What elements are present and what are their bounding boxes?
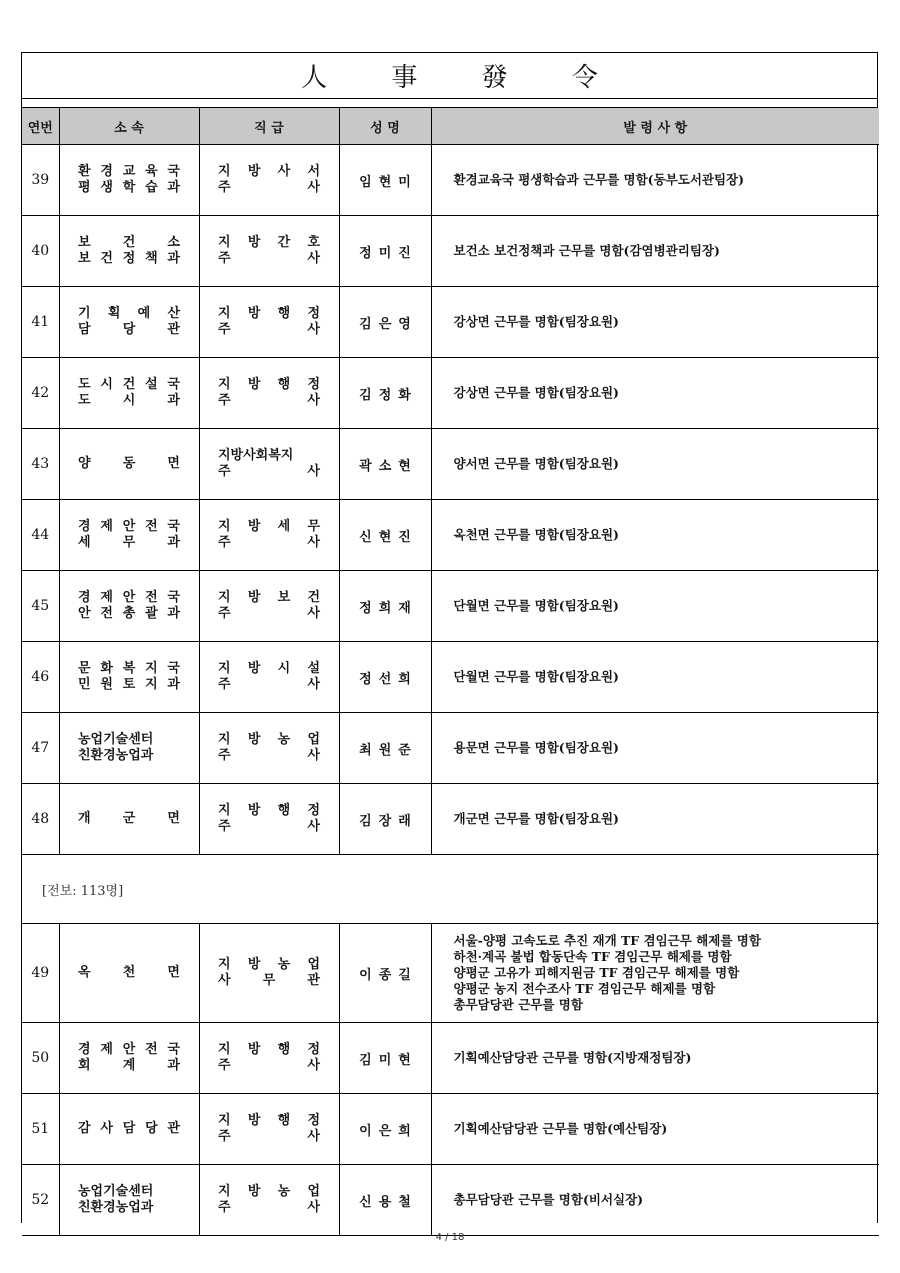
order-line: 강상면 근무를 명함(팀장요원) [453,385,619,400]
rank-lines [218,519,320,551]
row-rank [199,1165,339,1236]
rank-line: 지 방 세 무 [218,519,320,534]
rank-line: 주 사 [218,464,320,479]
table-row [22,571,879,642]
row-rank [199,1094,339,1165]
department-lines [78,1042,180,1074]
rank-line: 주 사 [218,606,320,621]
row-order [431,571,879,642]
rank-lines [218,957,320,989]
row-rank [199,145,339,216]
order-line: 총무담당관 근무를 명함(비서실장) [453,1192,644,1207]
department-line: 농업기술센터 [78,732,154,747]
rank-lines [218,1042,320,1074]
row-department [59,145,199,216]
rank-line: 지 방 농 업 [218,957,320,972]
order-line: 양평군 농지 전수조사 TF 겸임근무 해제를 명함 [453,981,716,996]
row-number: 45 [22,571,59,642]
row-department [59,571,199,642]
row-number: 52 [22,1165,59,1236]
row-name: 신용철 [339,1165,431,1236]
row-name: 정희재 [339,571,431,642]
rank-line: 주 사 [218,322,320,337]
row-name: 김정화 [339,358,431,429]
table-row [22,1165,879,1236]
row-number: 51 [22,1094,59,1165]
row-rank [199,784,339,855]
department-line: 평 생 학 습 과 [78,180,180,195]
rank-line: 주 사 [218,819,320,834]
order-line: 환경교육국 평생학습과 근무를 명함(동부도서관팀장) [453,172,745,187]
department-lines [78,590,180,622]
row-department [59,784,199,855]
department-line: 경 제 안 전 국 [78,519,180,534]
order-line: 개군면 근무를 명함(팀장요원) [453,811,619,826]
row-number: 50 [22,1023,59,1094]
rank-line: 지 방 행 정 [218,1042,320,1057]
table-row [22,429,879,500]
row-order [431,1023,879,1094]
row-order [431,358,879,429]
row-department [59,713,199,784]
row-name: 정선희 [339,642,431,713]
department-lines [78,1121,180,1137]
department-lines [78,164,180,196]
department-line: 친환경농업과 [78,1200,154,1215]
header-rank: 직 급 [199,108,339,145]
row-department [59,1094,199,1165]
order-line: 단월면 근무를 명함(팀장요원) [453,598,619,613]
department-line: 농업기술센터 [78,1184,154,1199]
department-lines [78,456,180,472]
rank-line: 주 사 [218,1200,320,1215]
department-lines [78,306,180,338]
rank-line: 주 사 [218,535,320,550]
rank-line: 지 방 사 서 [218,164,320,179]
order-line: 기획예산담당관 근무를 명함(예산팀장) [453,1121,668,1136]
department-line: 개 군 면 [78,811,180,826]
row-order [431,642,879,713]
rank-lines [218,448,320,480]
department-line: 보 건 정 책 과 [78,251,180,266]
rank-lines [218,1113,320,1145]
rank-lines [218,1184,320,1216]
row-order [431,1165,879,1236]
department-line: 민 원 토 지 과 [78,677,180,692]
header-dept: 소 속 [59,108,199,145]
department-lines [78,377,180,409]
order-line: 총무담당관 근무를 명함 [453,997,583,1012]
row-rank [199,500,339,571]
rank-line: 주 사 [218,1129,320,1144]
row-department [59,642,199,713]
department-line: 도 시 과 [78,393,180,408]
department-line: 감 사 담 당 관 [78,1121,180,1136]
header-order: 발 령 사 항 [431,108,879,145]
page-number: 4 / 18 [435,1232,465,1243]
table-row [22,216,879,287]
department-line: 문 화 복 지 국 [78,661,180,676]
row-rank [199,1023,339,1094]
row-department [59,358,199,429]
row-order [431,713,879,784]
order-line: 옥천면 근무를 명함(팀장요원) [453,527,619,542]
department-line: 회 계 과 [78,1058,180,1073]
table-row [22,1023,879,1094]
department-line: 양 동 면 [78,456,180,471]
row-department [59,1023,199,1094]
row-number: 47 [22,713,59,784]
rank-line: 지 방 행 정 [218,1113,320,1128]
rank-line: 지 방 보 건 [218,590,320,605]
row-order [431,500,879,571]
rank-lines [218,661,320,693]
row-rank [199,429,339,500]
row-order [431,216,879,287]
row-rank [199,924,339,1023]
table-row [22,1094,879,1165]
rank-line: 사 무 관 [218,973,320,988]
row-order [431,429,879,500]
department-lines [78,965,180,981]
row-order [431,784,879,855]
row-rank [199,287,339,358]
row-department [59,429,199,500]
row-order [431,1094,879,1165]
department-lines [78,661,180,693]
row-order [431,287,879,358]
department-line: 옥 천 면 [78,965,180,980]
table-header-row [22,108,879,145]
row-number: 41 [22,287,59,358]
table-row [22,713,879,784]
row-name: 이종길 [339,924,431,1023]
department-lines [78,732,180,764]
row-name: 김미현 [339,1023,431,1094]
department-line: 기 획 예 산 [78,306,180,321]
department-lines [78,1184,180,1216]
rank-line: 주 사 [218,180,320,195]
rank-lines [218,803,320,835]
order-line: 양서면 근무를 명함(팀장요원) [453,456,619,471]
row-department [59,1165,199,1236]
rank-line: 주 사 [218,251,320,266]
row-rank [199,713,339,784]
rank-lines [218,235,320,267]
table-row [22,145,879,216]
table-row [22,500,879,571]
table-row [22,924,879,1023]
rank-line: 주 사 [218,393,320,408]
department-line: 친환경농업과 [78,748,154,763]
row-order [431,924,879,1023]
row-number: 42 [22,358,59,429]
rank-line: 지 방 농 업 [218,1184,320,1199]
department-line: 경 제 안 전 국 [78,590,180,605]
department-line: 보 건 소 [78,235,180,250]
order-line: 하천·계곡 불법 합동단속 TF 겸임근무 해제를 명함 [453,949,732,964]
rank-lines [218,377,320,409]
row-name: 김장래 [339,784,431,855]
row-number: 40 [22,216,59,287]
personnel-order-document [21,52,878,1223]
rank-line: 지 방 행 정 [218,306,320,321]
row-number: 39 [22,145,59,216]
department-lines [78,235,180,267]
rank-line: 지 방 간 호 [218,235,320,250]
table-row [22,287,879,358]
transfer-note-row [22,855,879,924]
rank-lines [218,732,320,764]
rank-line: 지 방 행 정 [218,377,320,392]
order-line: 용문면 근무를 명함(팀장요원) [453,740,619,755]
table-row [22,642,879,713]
table-row [22,358,879,429]
title-divider [22,99,877,108]
row-rank [199,216,339,287]
row-rank [199,571,339,642]
table-row [22,784,879,855]
rank-line: 주 사 [218,748,320,763]
row-number: 44 [22,500,59,571]
order-line: 기획예산담당관 근무를 명함(지방재정팀장) [453,1050,692,1065]
row-department [59,924,199,1023]
row-department [59,287,199,358]
header-name: 성 명 [339,108,431,145]
order-line: 단월면 근무를 명함(팀장요원) [453,669,619,684]
row-number: 46 [22,642,59,713]
rank-line: 지 방 시 설 [218,661,320,676]
department-line: 경 제 안 전 국 [78,1042,180,1057]
row-department [59,500,199,571]
order-line: 양평군 고유가 피해지원금 TF 겸임근무 해제를 명함 [453,965,740,980]
department-line: 세 무 과 [78,535,180,550]
order-line: 강상면 근무를 명함(팀장요원) [453,314,619,329]
rank-line: 지 방 행 정 [218,803,320,818]
row-name: 임현미 [339,145,431,216]
rank-lines [218,306,320,338]
order-line: 서울-양평 고속도로 추진 재개 TF 겸임근무 해제를 명함 [453,933,761,948]
row-number: 43 [22,429,59,500]
row-name: 곽소현 [339,429,431,500]
row-rank [199,358,339,429]
rank-line: 주 사 [218,677,320,692]
department-line: 환 경 교 육 국 [78,164,180,179]
row-number: 49 [22,924,59,1023]
row-number: 48 [22,784,59,855]
rank-line: 주 사 [218,1058,320,1073]
rank-lines [218,164,320,196]
header-no: 연번 [22,108,59,145]
personnel-table [22,108,879,1236]
row-name: 신현진 [339,500,431,571]
rank-line: 지 방 농 업 [218,732,320,747]
row-order [431,145,879,216]
table-body [22,145,879,1236]
department-line: 안 전 총 괄 과 [78,606,180,621]
department-lines [78,519,180,551]
department-lines [78,811,180,827]
row-name: 김은영 [339,287,431,358]
row-name: 이은희 [339,1094,431,1165]
row-name: 정미진 [339,216,431,287]
department-line: 담 당 관 [78,322,180,337]
document-title: 人 事 發 令 [22,53,877,99]
row-name: 최원준 [339,713,431,784]
row-rank [199,642,339,713]
rank-line: 지방사회복지 [218,448,294,463]
transfer-note: [전보: 113명] [22,855,879,924]
rank-lines [218,590,320,622]
department-line: 도 시 건 설 국 [78,377,180,392]
order-line: 보건소 보건정책과 근무를 명함(감염병관리팀장) [453,243,720,258]
row-department [59,216,199,287]
